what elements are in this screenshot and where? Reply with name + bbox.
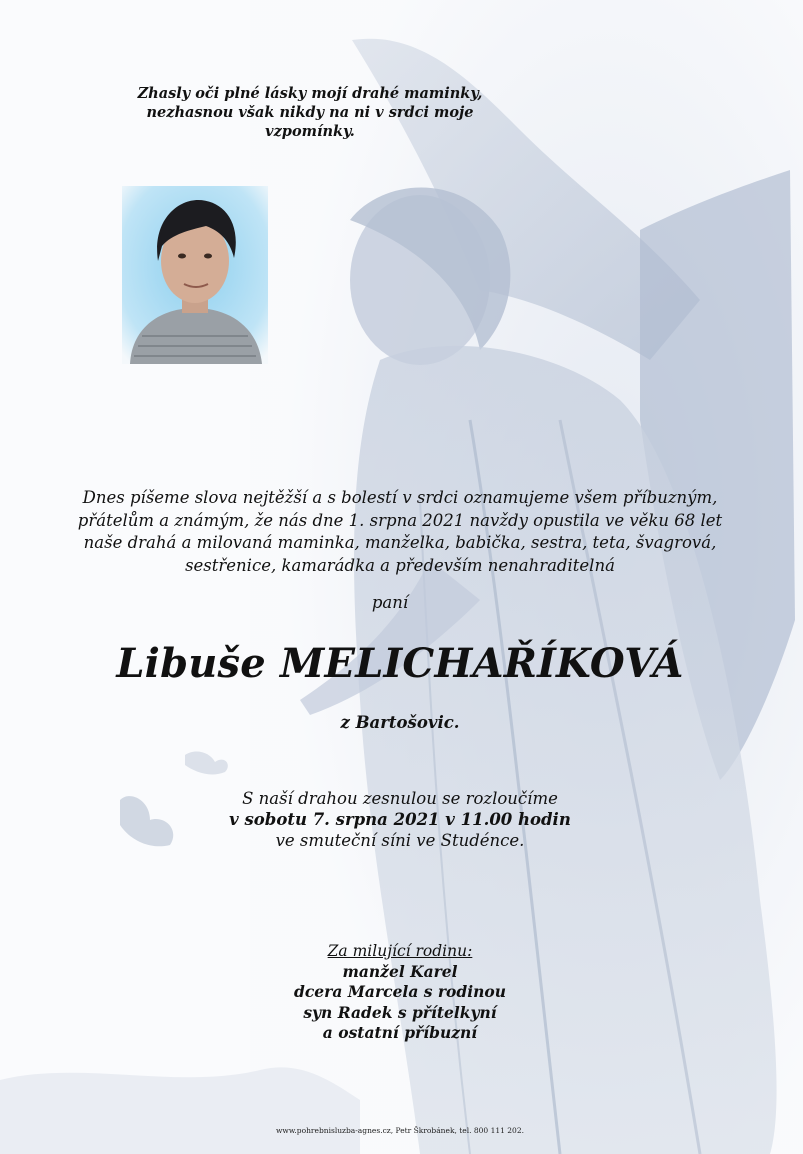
family-member: dcera Marcela s rodinou bbox=[294, 982, 506, 1001]
announcement-line-4: sestřenice, kamarádka a především nenahraditelná bbox=[185, 555, 615, 575]
place-of-origin: z Bartošovic. bbox=[340, 713, 460, 732]
death-announcement bbox=[60, 487, 740, 577]
farewell-ceremony bbox=[200, 788, 600, 851]
announcement-line-3: naše drahá a milovaná maminka, manželka, babička, sestra, teta, švagrová, bbox=[83, 533, 717, 552]
family-member: a ostatní příbuzní bbox=[322, 1023, 478, 1042]
family-member: manžel Karel bbox=[342, 961, 458, 981]
farewell-line-1: S naší drahou zesnulou se rozloučíme bbox=[242, 789, 558, 808]
portrait-photo bbox=[122, 186, 268, 364]
family-heading: Za milující rodinu: bbox=[327, 942, 473, 960]
deceased-name: Libuše MELICHAŘÍKOVÁ bbox=[116, 640, 684, 687]
family-signature bbox=[250, 941, 550, 1044]
memorial-verse bbox=[100, 84, 520, 141]
announcement-line-2: přátelům a známým, že nás dne 1. srpna 2021 navždy opustila ve věku 68 let bbox=[77, 510, 723, 530]
title-word: paní bbox=[371, 593, 409, 612]
farewell-date-time: v sobotu 7. srpna 2021 v 11.00 hodin bbox=[229, 810, 571, 829]
farewell-location: ve smuteční síni ve Studénce. bbox=[275, 831, 525, 850]
verse-line-2: nezhasnou však nikdy na ni v srdci moje vzpomínky. bbox=[146, 104, 474, 140]
family-member: syn Radek s přítelkyní bbox=[303, 1002, 497, 1022]
verse-line-1: Zhasly oči plné lásky mojí drahé maminky, bbox=[137, 85, 483, 102]
funeral-service-footer: www.pohrebnisluzba-agnes.cz, Petr Škrobánek, tel. 800 111 202. bbox=[276, 1126, 524, 1135]
announcement-line-1: Dnes píšeme slova nejtěžší a s bolestí v srdci oznamujeme všem příbuzným, bbox=[82, 488, 718, 507]
